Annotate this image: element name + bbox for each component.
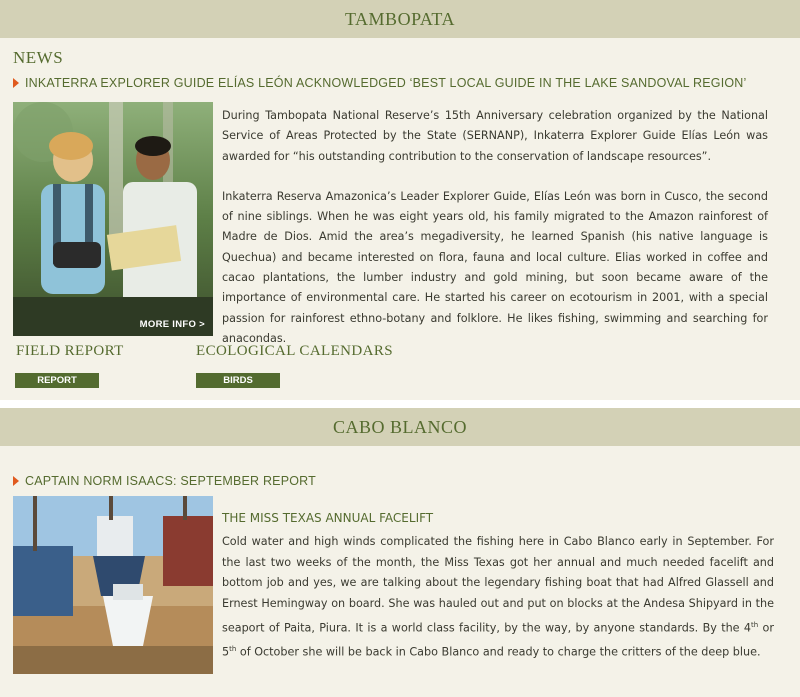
ecological-calendars-title: ECOLOGICAL CALENDARS <box>196 343 394 359</box>
cabo-headline-link[interactable] <box>13 474 316 488</box>
guide-photo-image <box>13 102 213 336</box>
cabo-text-part: Cold water and high winds complicated the fishing here in Cabo Blanco early in September. For the last two weeks of the month, the Miss Texas got her annual and much needed facelift and bottom job and yes, we are talking about the legendary fishing boat that had Alfred Glassell and Ernest Hemingway on board. She was hauled out and put on blocks at the Andesa Shipyard in the seaport of Paita, Piura. It is a world class facility, by the way, by anyone standards. By the 4 <box>222 535 774 635</box>
cabo-blanco-header: CABO BLANCO <box>0 408 800 446</box>
shipyard-photo <box>13 496 213 674</box>
cabo-headline-text: CAPTAIN NORM ISAACS: SEPTEMBER REPORT <box>25 474 317 488</box>
shipyard-photo-image <box>13 496 213 674</box>
orange-arrow-icon <box>13 78 19 88</box>
ordinal-suffix: th <box>229 645 237 654</box>
orange-arrow-icon <box>13 476 19 486</box>
birds-button[interactable]: BIRDS <box>196 373 280 388</box>
more-info-link[interactable]: MORE INFO > <box>139 319 205 330</box>
miss-texas-title: THE MISS TEXAS ANNUAL FACELIFT <box>222 511 434 525</box>
cabo-text-part: of October she will be back in Cabo Blanco and ready to charge the critters of the deep blue. <box>236 645 761 659</box>
cabo-body <box>222 532 774 664</box>
section-divider <box>0 400 800 408</box>
ordinal-suffix: th <box>751 620 759 629</box>
report-button[interactable]: REPORT <box>15 373 99 388</box>
news-body <box>222 106 768 349</box>
tambopata-header: TAMBOPATA <box>0 0 800 38</box>
news-label: NEWS <box>13 48 64 67</box>
news-paragraph: During Tambopata National Reserve’s 15th Anniversary celebration organized by the National Service of Areas Protected by the State (SERNANP), Inkaterra Explorer Guide Elías León was awarded for “his outstanding contribution to the conservation of landscape resources”. <box>222 109 768 163</box>
guide-photo[interactable] <box>13 102 213 336</box>
news-paragraph: Inkaterra Reserva Amazonica’s Leader Explorer Guide, Elías León was born in Cusco, the second of nine siblings. When he was eight years old, his family migrated to the Amazon rainforest of Madre de Dios. Amid the area’s megadiversity, he learned Spanish (his native language is Quechua) and became interested on flora, fauna and local culture. Elias worked in coffee and cacao plantations, the lumber industry and gold mining, but soon became aware of the importance of environmental care. He started his career on ecotourism in 2001, with a special passion for rainforest ethno-botany and folklore. He likes fishing, swimming and searching for anacondas. <box>222 189 768 345</box>
field-report-title: FIELD REPORT <box>16 343 124 359</box>
news-headline-link[interactable] <box>13 76 747 90</box>
cabo-text-part: or 5 <box>222 621 774 659</box>
news-headline-text: INKATERRA EXPLORER GUIDE ELÍAS LEÓN ACKNOWLEDGED ‘BEST LOCAL GUIDE IN THE LAKE SANDOVAL REGION’ <box>25 76 747 90</box>
